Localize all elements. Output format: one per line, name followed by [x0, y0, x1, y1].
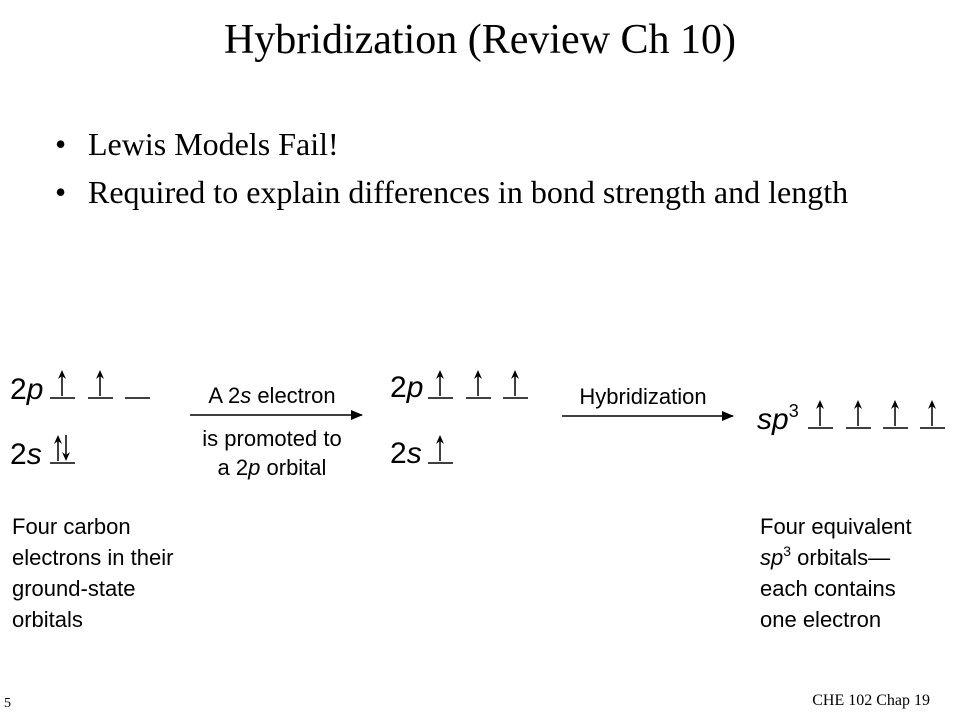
caption-line: each contains — [760, 576, 896, 601]
excited-2p-label: 2p — [390, 371, 424, 404]
hybridization-label: Hybridization — [579, 384, 707, 409]
electron-up-arrow — [474, 370, 482, 396]
caption-line: $sp^3$ orbitals— — [760, 543, 891, 570]
orbital-slot — [503, 370, 528, 398]
electron-up-arrow — [58, 370, 66, 396]
hybridization-arrow — [562, 384, 733, 416]
caption-line: Four carbon — [12, 514, 131, 539]
electron-up-arrow — [54, 435, 62, 461]
sp3-label: $sp^3$ — [757, 401, 799, 436]
electron-up-arrow — [854, 400, 862, 426]
electron-up-arrow — [436, 370, 444, 396]
orbital-slot — [846, 400, 871, 428]
electron-up-arrow — [816, 400, 824, 426]
orbital-slot — [428, 435, 453, 463]
promotion-arrow — [190, 383, 362, 480]
bullet-marker: • — [55, 126, 67, 162]
bullet-text: Required to explain differences in bond strength and length — [88, 174, 849, 210]
orbital-slot — [88, 370, 113, 398]
orbital-slot — [808, 400, 833, 428]
electron-up-arrow — [928, 400, 936, 426]
orbital-slot — [920, 400, 945, 428]
promotion-label-bottom-1: is promoted to — [202, 426, 342, 451]
electron-up-arrow — [96, 370, 104, 396]
orbital-slot — [428, 370, 453, 398]
bullet-text: Lewis Models Fail! — [88, 126, 339, 162]
orbital-slot — [50, 435, 75, 463]
promotion-label-top: A 2s electron — [208, 383, 336, 408]
excited-2s-label: 2s — [390, 437, 422, 470]
ground-state-caption — [12, 514, 173, 632]
caption-line: one electron — [760, 607, 882, 632]
orbital-slot — [466, 370, 491, 398]
caption-line: ground-state — [12, 576, 136, 601]
caption-line: Four equivalent — [760, 514, 912, 539]
bullet-marker: • — [55, 174, 67, 210]
electron-up-arrow — [891, 400, 899, 426]
ground-2s-label: 2s — [10, 438, 42, 471]
orbital-slot — [883, 400, 908, 428]
orbital-slot — [50, 370, 75, 398]
caption-line: orbitals — [12, 607, 83, 632]
electron-up-arrow — [436, 435, 444, 461]
slide-number: 5 — [4, 696, 11, 711]
slide-title: Hybridization (Review Ch 10) — [223, 17, 737, 63]
electron-up-arrow — [511, 370, 519, 396]
promotion-label-bottom-2: a 2p orbital — [217, 455, 327, 480]
course-footer: CHE 102 Chap 19 — [812, 692, 930, 709]
electron-down-arrow — [62, 435, 70, 461]
caption-line: electrons in their — [12, 545, 174, 570]
ground-2p-label: 2p — [10, 373, 44, 406]
hybrid-state-caption — [760, 514, 912, 632]
